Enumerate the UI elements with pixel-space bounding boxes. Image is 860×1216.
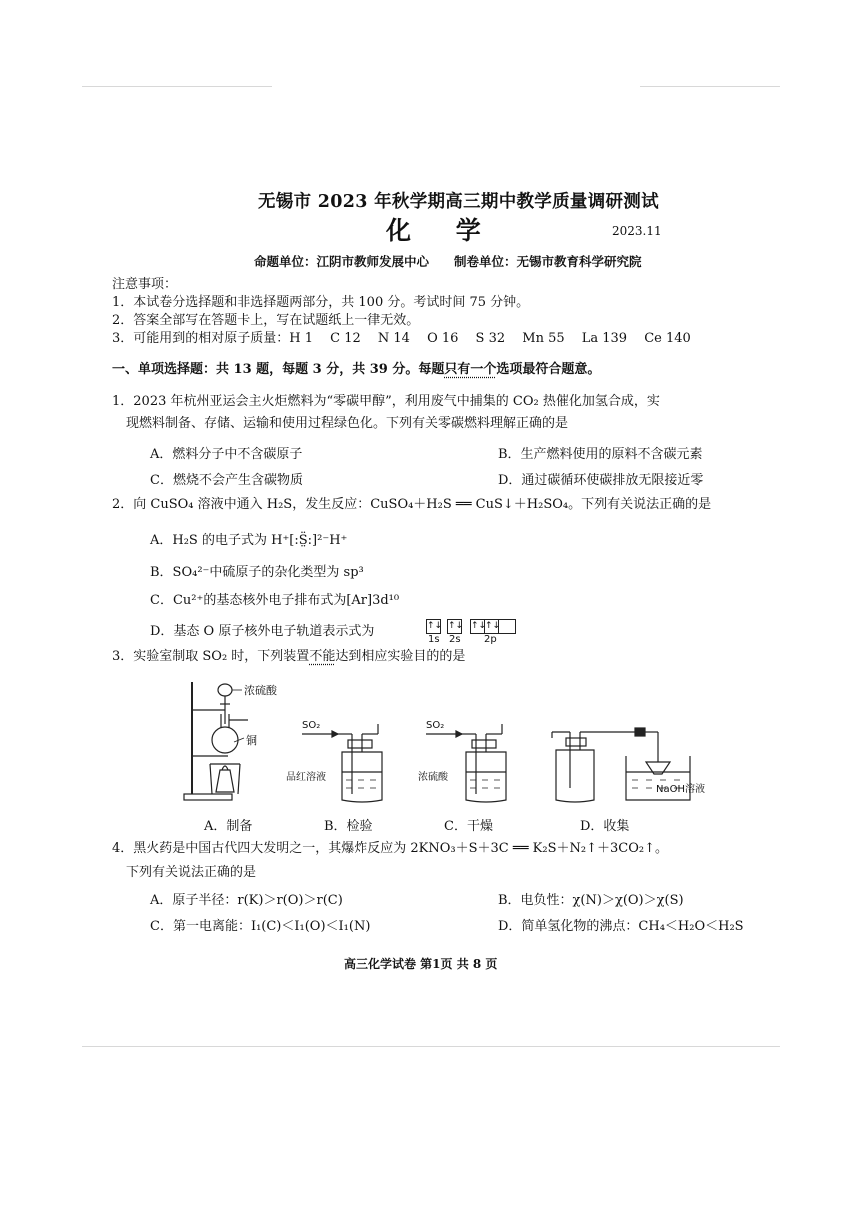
q4-option-c: C．第一电离能：I₁(C)＜I₁(O)＜I₁(N) bbox=[150, 919, 371, 934]
author-units: 命题单位：江阴市教师发展中心 制卷单位：无锡市教育科学研究院 bbox=[254, 254, 642, 269]
q4-option-a: A．原子半径：r(K)＞r(O)＞r(C) bbox=[150, 893, 343, 908]
q3-option-c: C．干燥 bbox=[444, 819, 493, 834]
q2-option-d: D．基态 O 原子核外电子轨道表示式为 bbox=[150, 624, 375, 639]
orbital-label-2p: 2p bbox=[484, 634, 497, 645]
q4-option-d: D．简单氢化物的沸点：CH₄＜H₂O＜H₂S bbox=[498, 919, 744, 934]
q1-option-a: A．燃料分子中不含碳原子 bbox=[150, 447, 303, 462]
q1-option-c: C．燃烧不会产生含碳物质 bbox=[150, 473, 303, 488]
exam-date: 2023.11 bbox=[612, 224, 662, 238]
label-copper: 铜 bbox=[246, 734, 257, 747]
q3-stem-text: 3．实验室制取 SO₂ 时，下列装置 bbox=[112, 649, 310, 664]
page-footer: 高三化学试卷 第1页 共 8 页 bbox=[344, 957, 498, 971]
q3-option-a: A．制备 bbox=[204, 819, 253, 834]
notice-item: 2．答案全部写在答题卡上，写在试题纸上一律无效。 bbox=[112, 313, 420, 328]
label-naoh: NaOH溶液 bbox=[656, 784, 705, 795]
orbital-box-2p-3 bbox=[498, 619, 516, 634]
q4-stem-line1: 4．黑火药是中国古代四大发明之一，其爆炸反应为 2KNO₃＋S＋3C ══ K₂S＋N₂↑＋3CO₂↑。 bbox=[112, 841, 668, 856]
q4-stem-line2: 下列有关说法正确的是 bbox=[126, 865, 257, 880]
scan-edge-top-right bbox=[640, 86, 780, 87]
notice-item: 1．本试卷分选择题和非选择题两部分，共 100 分。考试时间 75 分钟。 bbox=[112, 295, 530, 310]
q2-option-a: A．H₂S 的电子式为 H⁺[:S̤̈:]²⁻H⁺ bbox=[150, 533, 348, 548]
q3-option-d: D．收集 bbox=[580, 819, 630, 834]
label-conc-acid: 浓硫酸 bbox=[244, 684, 277, 697]
orbital-box-2p-1: ↑↓ bbox=[470, 619, 485, 634]
q2-stem: 2．向 CuSO₄ 溶液中通入 H₂S，发生反应：CuSO₄＋H₂S ══ CuS↓＋H₂SO₄。下列有关说法正确的是 bbox=[112, 497, 712, 512]
apparatus-c-drying-bottle bbox=[426, 724, 506, 802]
label-so2-b: SO₂ bbox=[302, 720, 321, 731]
scan-edge-top bbox=[82, 86, 272, 87]
orbital-box-2p-2: ↑↓ bbox=[484, 619, 499, 634]
q4-option-b: B．电负性：χ(N)＞χ(O)＞χ(S) bbox=[498, 893, 684, 908]
label-conc-acid-c: 浓硫酸 bbox=[418, 772, 448, 783]
q3-stem bbox=[112, 648, 465, 666]
orbital-label-2s: 2s bbox=[449, 634, 461, 645]
label-so2-c: SO₂ bbox=[426, 720, 445, 731]
orbital-label-1s: 1s bbox=[428, 634, 440, 645]
section-heading-text: 一、单项选择题：共 13 题，每题 3 分，共 39 分。每题 bbox=[112, 362, 445, 377]
q1-stem-line1: 1．2023 年杭州亚运会主火炬燃料为“零碳甲醇”，利用废气中捕集的 CO₂ 热催化加氢合成，实 bbox=[112, 394, 660, 409]
q2-option-c: C．Cu²⁺的基态核外电子排布式为[Ar]3d¹⁰ bbox=[150, 593, 400, 608]
q1-option-b: B．生产燃料使用的原料不含碳元素 bbox=[498, 447, 703, 462]
orbital-box-1s: ↑↓ bbox=[426, 619, 441, 634]
q2-option-b: B．SO₄²⁻中硫原子的杂化类型为 sp³ bbox=[150, 565, 364, 580]
section-heading bbox=[112, 358, 600, 377]
notice-heading: 注意事项： bbox=[112, 277, 178, 292]
apparatus-b-test-bottle bbox=[302, 724, 382, 802]
orbital-box-2s: ↑↓ bbox=[447, 619, 462, 634]
label-pink-red: 品红溶液 bbox=[286, 772, 326, 783]
section-heading-text-end: 选项最符合题意。 bbox=[496, 362, 601, 377]
q3-stem-emphasis: 不能 bbox=[309, 649, 336, 664]
q1-option-d: D．通过碳循环使碳排放无限接近零 bbox=[498, 473, 704, 488]
notice-item: 3．可能用到的相对原子质量：H 1 C 12 N 14 O 16 S 32 Mn 55 La 139 Ce 140 bbox=[112, 331, 691, 346]
exam-title: 无锡市 2023 年秋学期高三期中教学质量调研测试 bbox=[258, 192, 659, 212]
q3-stem-text-end: 达到相应实验目的的是 bbox=[335, 649, 466, 664]
q1-stem-line2: 现燃料制备、存储、运输和使用过程绿色化。下列有关零碳燃料理解正确的是 bbox=[126, 416, 569, 431]
q3-option-b: B．检验 bbox=[324, 819, 373, 834]
scan-edge-bottom bbox=[82, 1046, 780, 1047]
apparatus-figure bbox=[180, 676, 740, 811]
apparatus-a-generator bbox=[184, 682, 248, 800]
subject-title: 化 学 bbox=[386, 216, 499, 245]
section-heading-emphasis: 只有一个 bbox=[444, 362, 497, 377]
